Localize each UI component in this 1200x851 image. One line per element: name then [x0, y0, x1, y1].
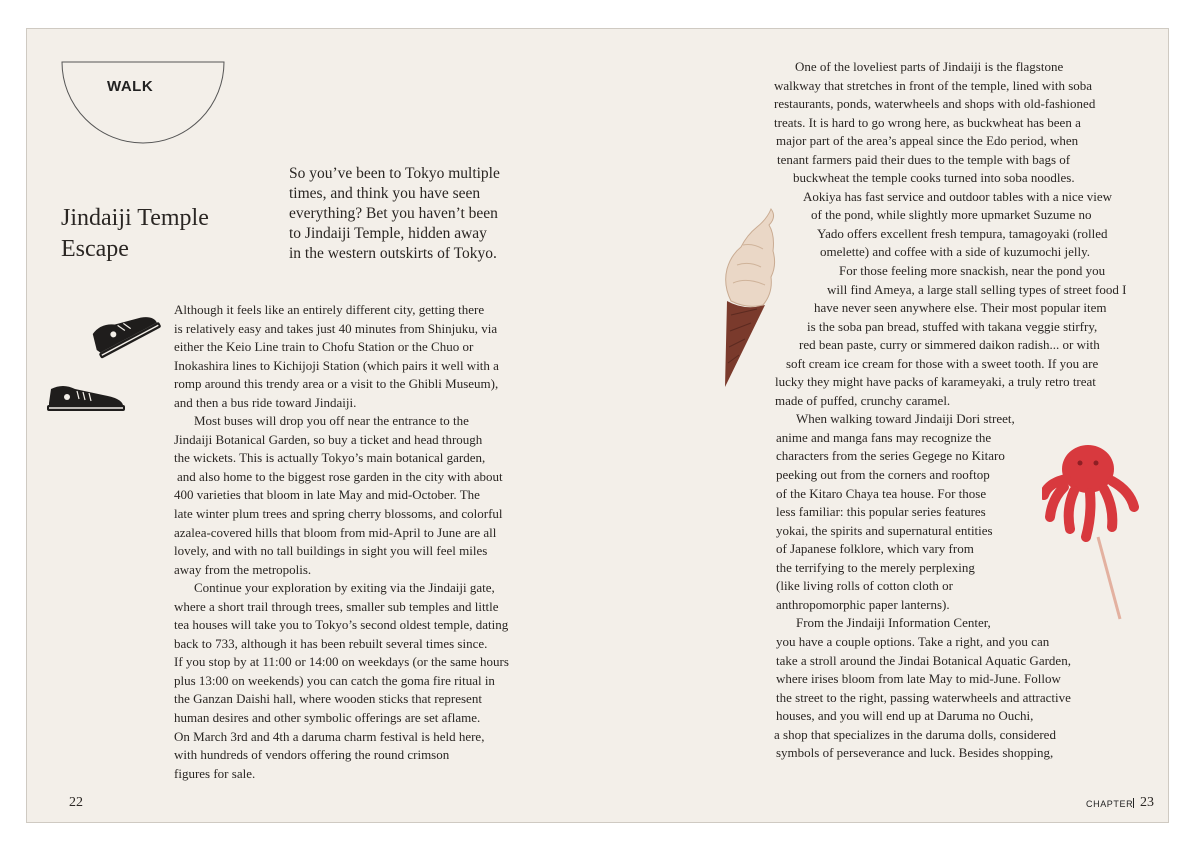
body-line: the wickets. This is actually Tokyo’s main botanical garden,: [174, 450, 486, 466]
body-line: One of the loveliest parts of Jindaiji is the flagstone: [795, 59, 1064, 74]
body-line: lucky they might have packs of karameyaki, a truly retro treat: [775, 374, 1096, 390]
body-line: of the Kitaro Chaya tea house. For those: [776, 485, 987, 501]
body-line: characters from the series Gegege no Kitaro: [776, 448, 1005, 464]
body-line: back to 733, although it has been rebuilt several times since.: [174, 635, 488, 651]
body-line: with hundreds of vendors offering the round crimson: [174, 747, 450, 763]
body-line: late winter plum trees and spring cherry blossoms, and colorful: [174, 506, 503, 522]
half-circle-frame: [61, 61, 227, 145]
body-line: symbols of perseverance and luck. Besides shopping,: [776, 745, 1054, 761]
intro-line: everything? Bet you haven’t been: [289, 205, 498, 222]
body-line: less familiar: this popular series features: [776, 504, 986, 520]
right-body-text: [767, 58, 1126, 763]
body-line: Yado offers excellent fresh tempura, tamagoyaki (rolled: [817, 225, 1108, 241]
intro-line: So you’ve been to Tokyo multiple: [289, 165, 500, 182]
body-line: is relatively easy and takes just 40 minutes from Shinjuku, via: [174, 320, 498, 336]
body-line: Inokashira lines to Kichijoji Station (which pairs it well with a: [174, 357, 499, 373]
body-line: When walking toward Jindaiji Dori street,: [796, 411, 1015, 427]
body-line: the street to the right, passing waterwheels and attractive: [776, 689, 1071, 705]
body-line: you have a couple options. Take a right, and you can: [776, 633, 1050, 649]
body-line: take a stroll around the Jindai Botanical Aquatic Garden,: [776, 652, 1071, 668]
body-line: a shop that specializes in the daruma dolls, considered: [774, 726, 1056, 742]
title-line: Escape: [61, 236, 129, 262]
body-line: 400 varieties that bloom in late May and mid-October. The: [174, 487, 480, 503]
book-spread: [26, 28, 1169, 823]
body-line: where a short trail through trees, smaller sub temples and little: [174, 598, 499, 614]
body-line: yokai, the spirits and supernatural entities: [776, 522, 993, 538]
body-line: the Ganzan Daishi hall, where wooden sticks that represent: [174, 691, 482, 707]
body-line: buckwheat the temple cooks turned into soba noodles.: [793, 170, 1075, 186]
intro-line: to Jindaiji Temple, hidden away: [289, 225, 487, 242]
left-body-text: [174, 301, 509, 783]
body-line: figures for sale.: [174, 765, 256, 781]
body-line: anime and manga fans may recognize the: [776, 429, 992, 445]
body-line: If you stop by at 11:00 or 14:00 on weekdays (or the same hours: [174, 654, 509, 670]
body-line: away from the metropolis.: [174, 561, 312, 577]
intro-paragraph: [289, 164, 500, 264]
body-line: lovely, and with no tall buildings in sight you will feel miles: [174, 543, 488, 559]
body-line: omelette) and coffee with a side of kuzumochi jelly.: [820, 244, 1091, 260]
body-line: where irises bloom from late May to mid-June. Follow: [776, 671, 1061, 687]
chapter-divider: [1133, 798, 1134, 808]
body-line: either the Keio Line train to Chofu Station or the Chuo or: [174, 339, 474, 355]
body-line: made of puffed, crunchy caramel.: [775, 392, 951, 408]
sneaker-icon: [85, 301, 163, 361]
body-line: Jindaiji Botanical Garden, so buy a ticket and head through: [174, 431, 483, 447]
body-line: red bean paste, curry or simmered daikon radish... or with: [799, 337, 1100, 353]
body-line: romp around this trendy area or a visit to the Ghibli Museum),: [174, 376, 499, 392]
body-line: Aokiya has fast service and outdoor tables with a nice view: [803, 188, 1113, 204]
body-line: peeking out from the corners and rooftop: [776, 467, 990, 483]
body-line: azalea-covered hills that bloom from mid-April to June are all: [174, 524, 497, 540]
body-line: tea houses will take you to Tokyo’s second oldest temple, dating: [174, 617, 509, 633]
body-line: plus 13:00 on weekends) you can catch the goma fire ritual in: [174, 672, 495, 688]
body-line: and also home to the biggest rose garden in the city with about: [177, 468, 503, 484]
sneaker-icon: [45, 381, 129, 417]
body-line: and then a bus ride toward Jindaiji.: [174, 394, 357, 410]
body-line: soft cream ice cream for those with a sweet tooth. If you are: [786, 355, 1099, 371]
body-line: From the Jindaiji Information Center,: [796, 615, 991, 631]
body-line: For those feeling more snackish, near the pond you: [839, 263, 1106, 279]
chapter-label: CHAPTER: [1086, 799, 1134, 809]
page-number: 22: [69, 795, 83, 810]
body-line: the terrifying to the merely perplexing: [776, 559, 975, 575]
body-line: treats. It is hard to go wrong here, as buckwheat has been a: [774, 114, 1081, 130]
body-line: is the soba pan bread, stuffed with takana veggie stirfry,: [807, 318, 1098, 334]
body-line: major part of the area’s appeal since the Edo period, when: [776, 133, 1079, 149]
intro-line: in the western outskirts of Tokyo.: [289, 245, 497, 262]
section-label: WALK: [107, 78, 154, 95]
body-line: of the pond, while slightly more upmarket Suzume no: [811, 207, 1092, 223]
body-line: walkway that stretches in front of the temple, lined with soba: [774, 77, 1093, 93]
body-line: (like living rolls of cotton cloth or: [776, 578, 953, 594]
article-title: [61, 203, 209, 265]
body-line: have never seen anywhere else. Their most popular item: [814, 300, 1107, 316]
body-line: Most buses will drop you off near the entrance to the: [194, 413, 469, 429]
title-line: Jindaiji Temple: [61, 205, 209, 231]
body-line: houses, and you will end up at Daruma no Ouchi,: [776, 708, 1034, 724]
body-line: restaurants, ponds, waterwheels and shops with old-fashioned: [774, 96, 1096, 112]
body-line: human desires and other symbolic offerings are set aflame.: [174, 710, 481, 726]
body-line: anthropomorphic paper lanterns).: [776, 596, 950, 612]
body-line: will find Ameya, a large stall selling types of street food I: [827, 281, 1127, 297]
body-line: of Japanese folklore, which vary from: [776, 541, 974, 557]
body-line: tenant farmers paid their dues to the temple with bags of: [777, 151, 1071, 167]
page-number: 23: [1140, 795, 1154, 810]
body-line: Continue your exploration by exiting via the Jindaiji gate,: [194, 580, 495, 596]
body-line: Although it feels like an entirely different city, getting there: [174, 302, 485, 317]
intro-line: times, and think you have seen: [289, 185, 481, 202]
body-line: On March 3rd and 4th a daruma charm festival is held here,: [174, 728, 485, 744]
section-badge: [61, 61, 225, 143]
